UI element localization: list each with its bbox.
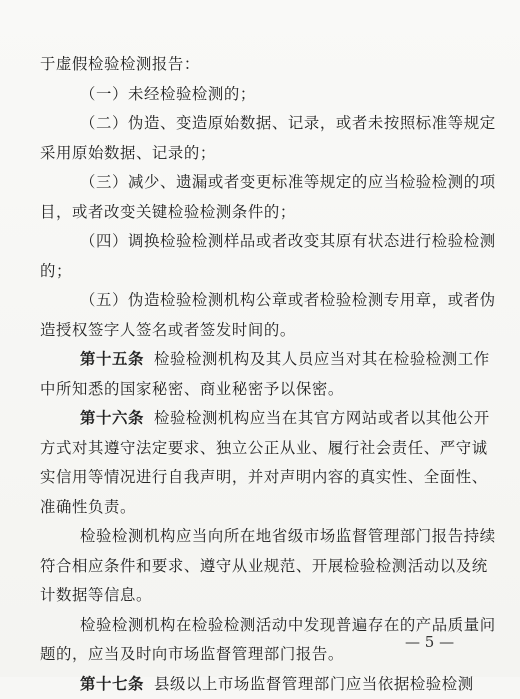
clause-item-5 [40,286,500,345]
article-16-paragraph-2 [40,522,500,611]
paragraph-text: （二）伪造、变造原始数据、记录，或者未按照标准等规定采用原始数据、记录的； [40,114,496,162]
paragraph-text: 于虚假检验检测报告： [40,55,200,73]
article-heading: 第十六条 [80,409,144,427]
paragraph-text: 县级以上市场监督管理部门应当依据检验检测 [154,675,474,693]
clause-item-2 [40,109,500,168]
page-number: — 5 — [405,633,454,651]
paragraph-text: 检验检测机构应当在其官方网站或者以其他公开方式对其遵守法定要求、独立公正从业、履行社会责任、严守诚实信用等情况进行自我声明，并对声明内容的真实性、全面性、准确性负责。 [40,409,490,516]
paragraph-text: （五）伪造检验检测机构公章或者检验检测专用章，或者伪造授权签字人签名或者签发时间的。 [40,291,496,339]
article-heading: 第十五条 [80,350,144,368]
paragraph-text: 检验检测机构在检验检测活动中发现普遍存在的产品质量问题的，应当及时向市场监督管理部门报告。 [40,616,496,664]
article-heading: 第十七条 [80,675,144,693]
paragraph-text: （三）减少、遗漏或者变更标准等规定的应当检验检测的项目，或者改变关键检验检测条件的； [40,173,496,221]
paragraph-text: 检验检测机构及其人员应当对其在检验检测工作中所知悉的国家秘密、商业秘密予以保密。 [40,350,490,398]
body-text [40,50,500,699]
paragraph-continuation [40,50,500,80]
article-16 [40,404,500,522]
clause-item-1 [40,80,500,110]
paragraph-text: 检验检测机构应当向所在地省级市场监督管理部门报告持续符合相应条件和要求、遵守从业规范、开展检验检测活动以及统计数据等信息。 [40,527,496,604]
clause-item-3 [40,168,500,227]
paragraph-text: （四）调换检验检测样品或者改变其原有状态进行检验检测的； [40,232,496,280]
article-17 [40,670,500,699]
article-15 [40,345,500,404]
paragraph-text: （一）未经检验检测的； [80,85,256,103]
clause-item-4 [40,227,500,286]
